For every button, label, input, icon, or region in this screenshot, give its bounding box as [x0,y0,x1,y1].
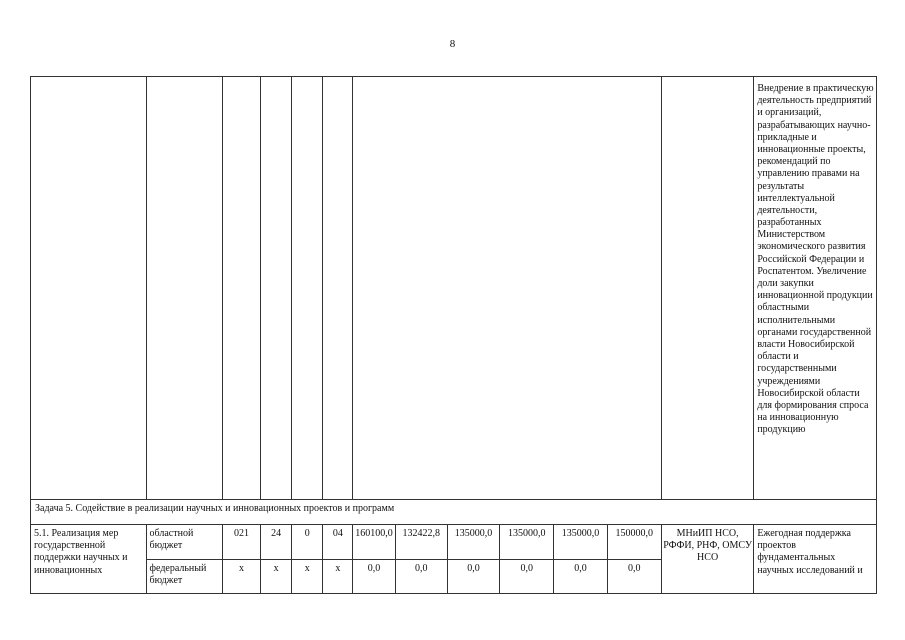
funding-source: областной бюджет [146,525,222,560]
code-subprogram: 0 [292,525,323,560]
value-cell: 150000,0 [607,525,661,560]
expected-result-cell: Внедрение в практическую деятельность предприятий и организаций, разрабатывающих научно-прикладные и инновационные проекты, рекомендаций по управлению правами на результаты интеллектуальной деятельности, разработанных Министерством экономического развития Российской Федерации и Роспатентом. Увеличение доли закупки инновационной продукции областными исполнительными органами государственной власти Новосибирской области и государственными учреждениями Новосибирской области для формирования спроса на инновационную продукцию [754,77,877,500]
value-cell: 135000,0 [500,525,554,560]
code-grbs: 021 [222,525,260,560]
code-event: x [323,560,353,594]
executors-cell: МНиИП НСО, РФФИ, РНФ, ОМСУ НСО [661,525,753,594]
task-row [31,500,877,525]
page-number: 8 [449,38,456,50]
value-cell: 0,0 [447,560,499,594]
code-event: 04 [323,525,353,560]
value-cell: 135000,0 [447,525,499,560]
code-program: x [261,560,292,594]
code-subprogram: x [292,560,323,594]
value-cell: 0,0 [395,560,447,594]
program-measures-table [30,76,877,594]
code-program: 24 [261,525,292,560]
funding-source: федеральный бюджет [146,560,222,594]
measure-result-cell: Ежегодная поддержка проектов фундаментальных научных исследований и [754,525,877,594]
cell-empty [261,77,292,500]
measure-name: 5.1. Реализация мер государственной поддержки научных и инновационных [31,525,147,594]
value-cell: 0,0 [500,560,554,594]
code-grbs: x [222,560,260,594]
value-cell: 0,0 [353,560,395,594]
table-row [31,525,877,560]
value-cell: 0,0 [554,560,607,594]
value-cell: 132422,8 [395,525,447,560]
task-title: Задача 5. Содействие в реализации научных и инновационных проектов и программ [31,500,877,525]
value-cell: 0,0 [607,560,661,594]
cell-empty [31,77,147,500]
value-cell: 160100,0 [353,525,395,560]
cell-empty [146,77,222,500]
value-cell: 135000,0 [554,525,607,560]
cell-empty [222,77,260,500]
cell-empty [292,77,323,500]
cell-empty [353,77,661,500]
cell-empty [323,77,353,500]
cell-empty [661,77,753,500]
continued-row [31,77,877,500]
